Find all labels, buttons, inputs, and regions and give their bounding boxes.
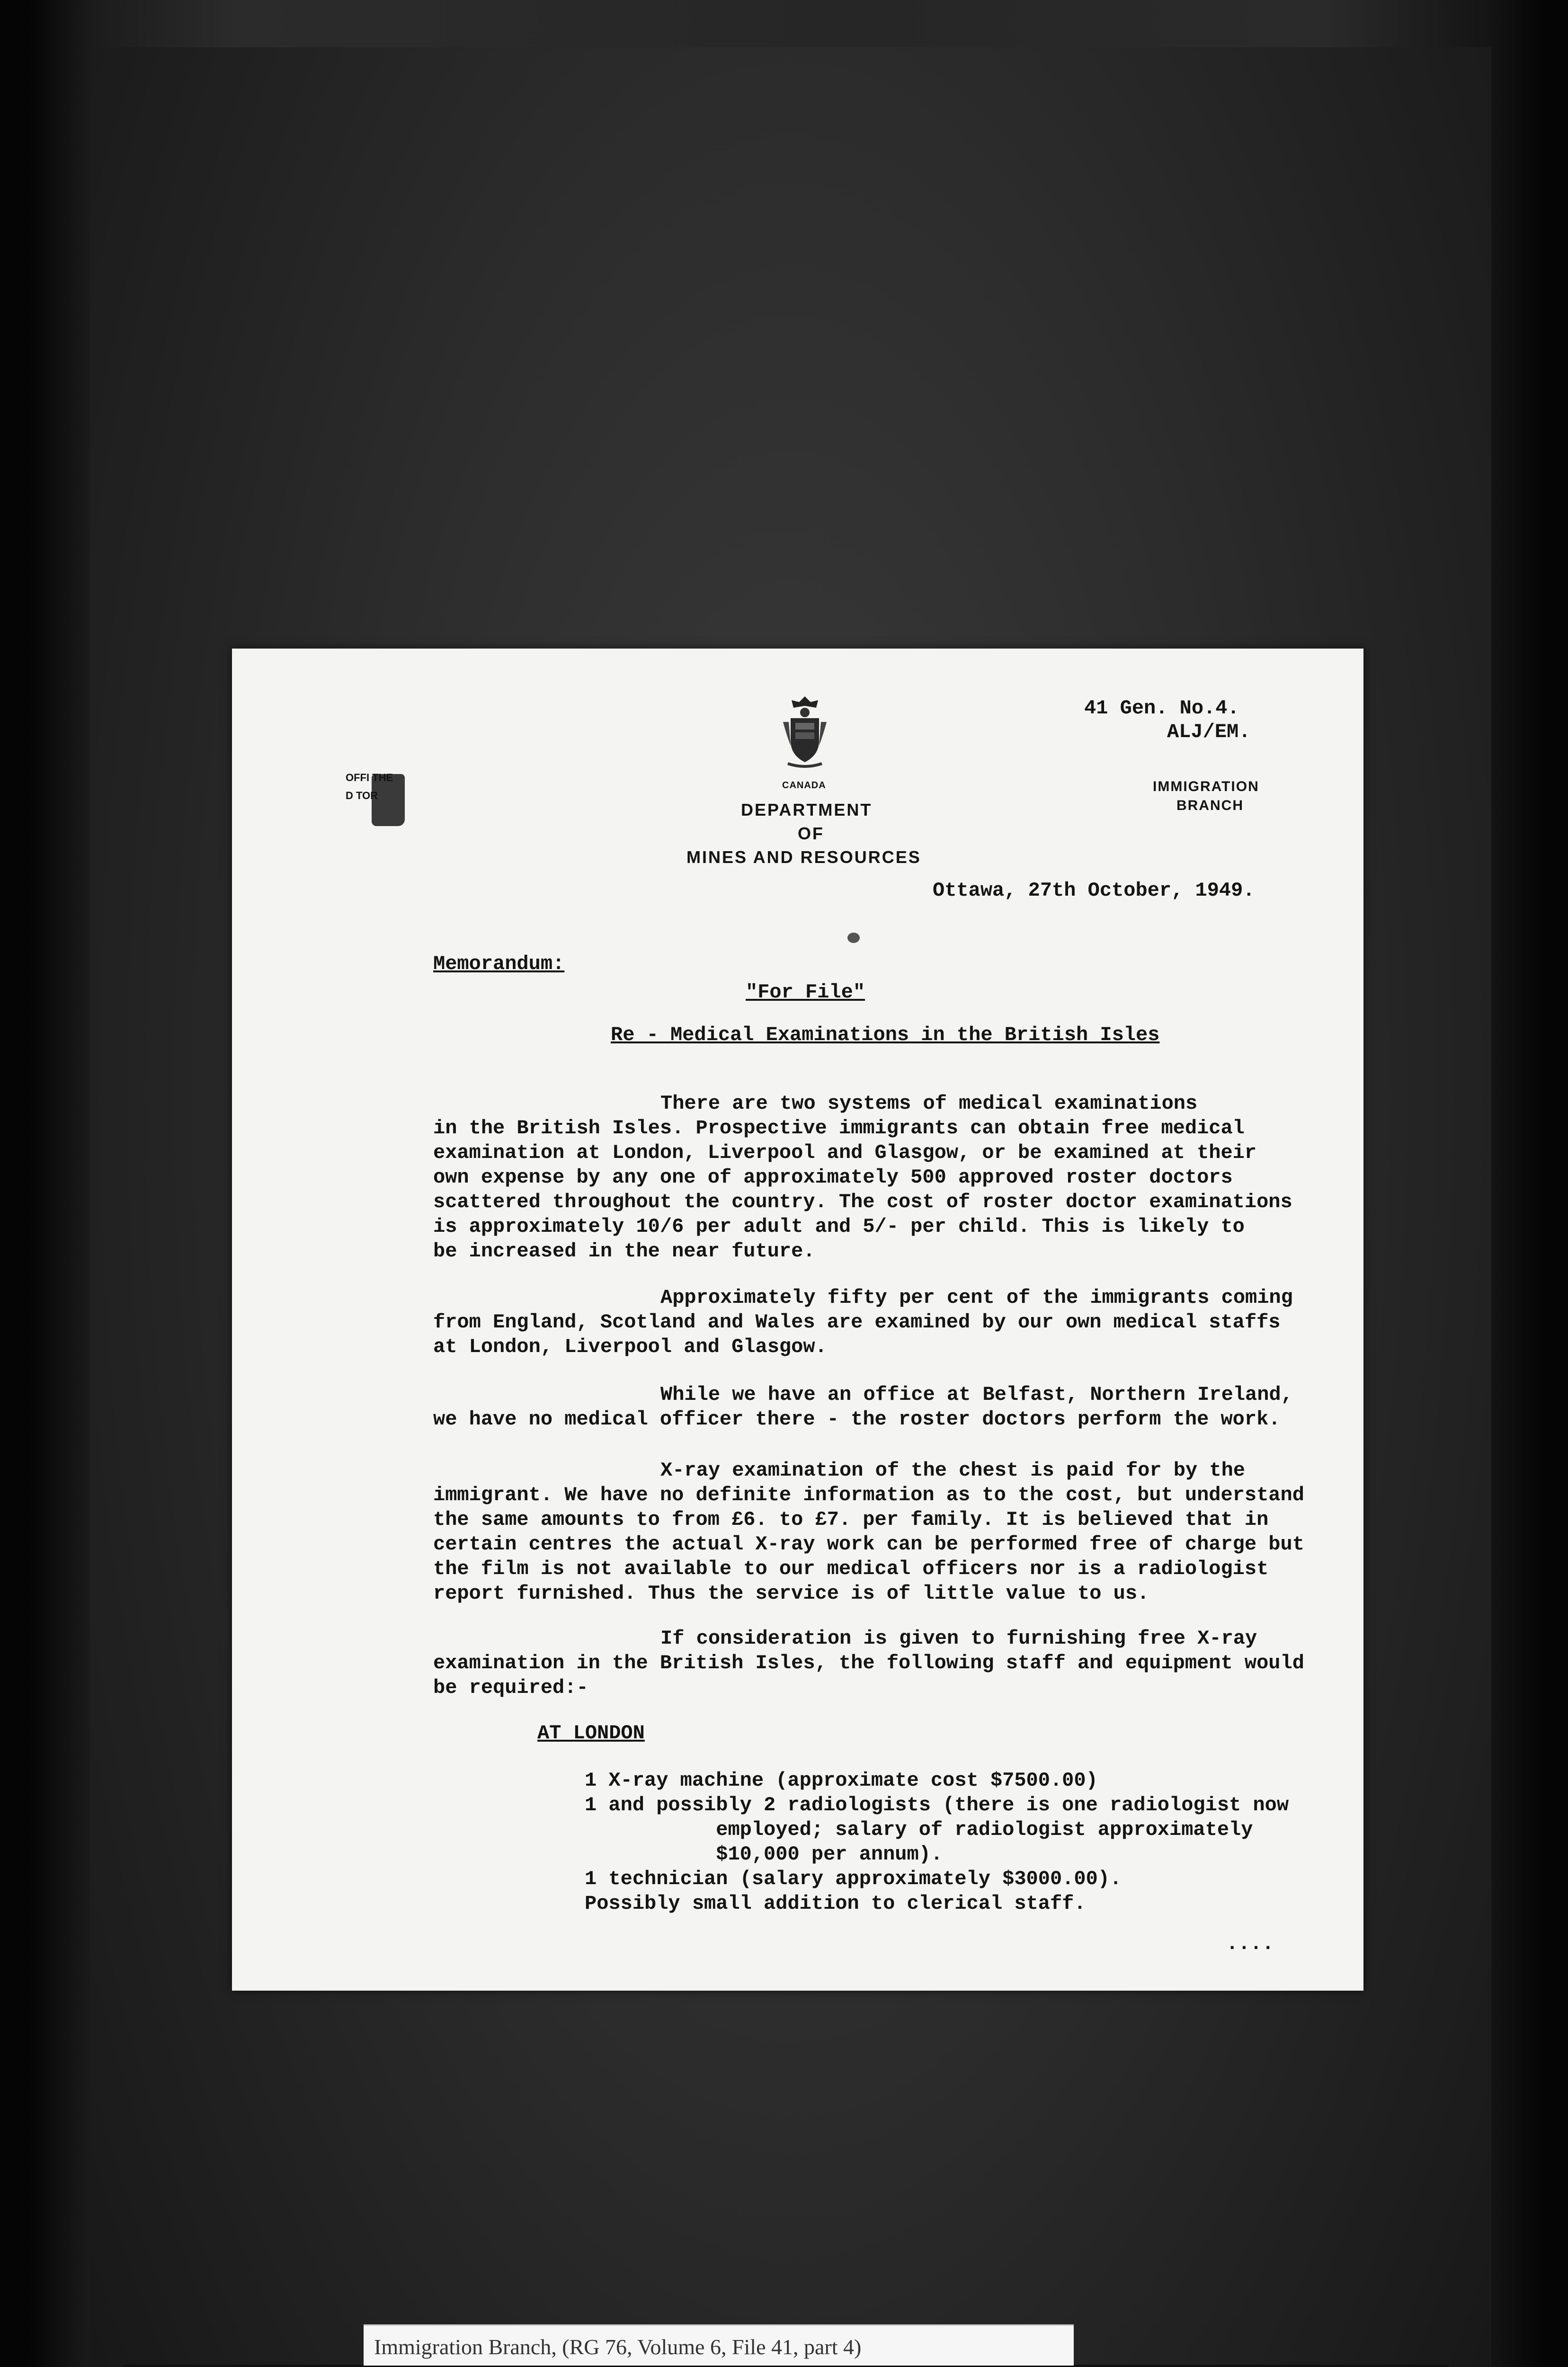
ink-mark <box>847 933 860 943</box>
paragraph-1-line: be increased in the near future. <box>433 1240 815 1263</box>
paragraph-2-line: from England, Scotland and Wales are examined by our own medical staffs <box>433 1311 1281 1334</box>
paragraph-4-line: the same amounts to from £6. to £7. per family. It is believed that in <box>433 1508 1269 1531</box>
paragraph-5-line: be required:- <box>433 1676 588 1699</box>
paragraph-2 <box>433 1285 1333 1359</box>
reference-label-text: Immigration Branch, (RG 76, Volume 6, File 41, part 4) <box>374 2335 862 2359</box>
department-line-3: MINES AND RESOURCES <box>686 847 921 867</box>
staff-list-item: 1 technician (salary approximately $3000.00). <box>585 1868 1122 1890</box>
branch-line-1: IMMIGRATION <box>1153 779 1259 794</box>
paragraph-5-line: examination in the British Isles, the following staff and equipment would <box>433 1652 1304 1674</box>
paragraph-3 <box>433 1382 1333 1432</box>
paragraph-1-line: There are two systems of medical examinations <box>660 1092 1198 1115</box>
memorandum-page <box>232 649 1363 1991</box>
paragraph-4-line: X-ray examination of the chest is paid for by the <box>660 1459 1246 1482</box>
memo-subject: Re - Medical Examinations in the British Isles <box>611 1023 1160 1046</box>
staff-list-item: 1 and possibly 2 radiologists (there is one radiologist now <box>585 1794 1289 1816</box>
paragraph-1-line: is approximately 10/6 per adult and 5/- per child. This is likely to <box>433 1215 1245 1238</box>
file-number: 41 Gen. No.4. <box>1084 697 1239 720</box>
letter-date: Ottawa, 27th October, 1949. <box>933 879 1255 902</box>
paragraph-2-line: Approximately fifty per cent of the immigrants coming <box>660 1286 1293 1309</box>
office-stamp-line-1: OFFI THE <box>346 772 393 783</box>
paragraph-4-line: the film is not available to our medical officers nor is a radiologist <box>433 1557 1269 1580</box>
paragraph-5 <box>433 1626 1333 1700</box>
paragraph-3-line: we have no medical officer there - the roster doctors perform the work. <box>433 1408 1281 1431</box>
continuation-mark: .... <box>1226 1932 1274 1955</box>
paragraph-4-line: certain centres the actual X-ray work can be performed free of charge but <box>433 1533 1304 1556</box>
department-line-1: DEPARTMENT <box>741 800 873 819</box>
office-stamp-line-2: D TOR <box>346 790 378 801</box>
for-file-label: "For File" <box>746 981 865 1004</box>
staff-list-item: $10,000 per annum). <box>585 1843 943 1866</box>
paragraph-2-line: at London, Liverpool and Glasgow. <box>433 1335 827 1358</box>
staff-list-item: Possibly small addition to clerical staff. <box>585 1892 1086 1915</box>
paragraph-5-line: If consideration is given to furnishing free X-ray <box>660 1627 1257 1650</box>
section-heading: AT LONDON <box>537 1722 645 1744</box>
staff-list <box>585 1768 1342 1916</box>
paragraph-1-line: examination at London, Liverpool and Glasgow, or be examined at their <box>433 1141 1257 1164</box>
paragraph-1 <box>433 1091 1333 1264</box>
memo-heading: Memorandum: <box>433 952 565 975</box>
paragraph-1-line: scattered throughout the country. The cost of roster doctor examinations <box>433 1191 1292 1213</box>
reference-label <box>364 2324 1074 2366</box>
coat-of-arms-emblem <box>776 694 833 769</box>
initials: ALJ/EM. <box>1167 721 1251 743</box>
staff-list-item: 1 X-ray machine (approximate cost $7500.00) <box>585 1769 1098 1792</box>
branch-line-2: BRANCH <box>1176 798 1244 813</box>
paragraph-4-line: report furnished. Thus the service is of little value to us. <box>433 1582 1149 1605</box>
paragraph-1-line: own expense by any one of approximately 500 approved roster doctors <box>433 1166 1233 1189</box>
department-line-2: OF <box>798 824 824 843</box>
paragraph-4 <box>433 1458 1333 1606</box>
paragraph-1-line: in the British Isles. Prospective immigrants can obtain free medical <box>433 1117 1245 1139</box>
paragraph-3-line: While we have an office at Belfast, Northern Ireland, <box>660 1383 1293 1406</box>
staff-list-item: employed; salary of radiologist approximately <box>585 1818 1253 1841</box>
country-label: CANADA <box>782 780 826 791</box>
paragraph-4-line: immigrant. We have no definite information as to the cost, but understand <box>433 1484 1304 1506</box>
